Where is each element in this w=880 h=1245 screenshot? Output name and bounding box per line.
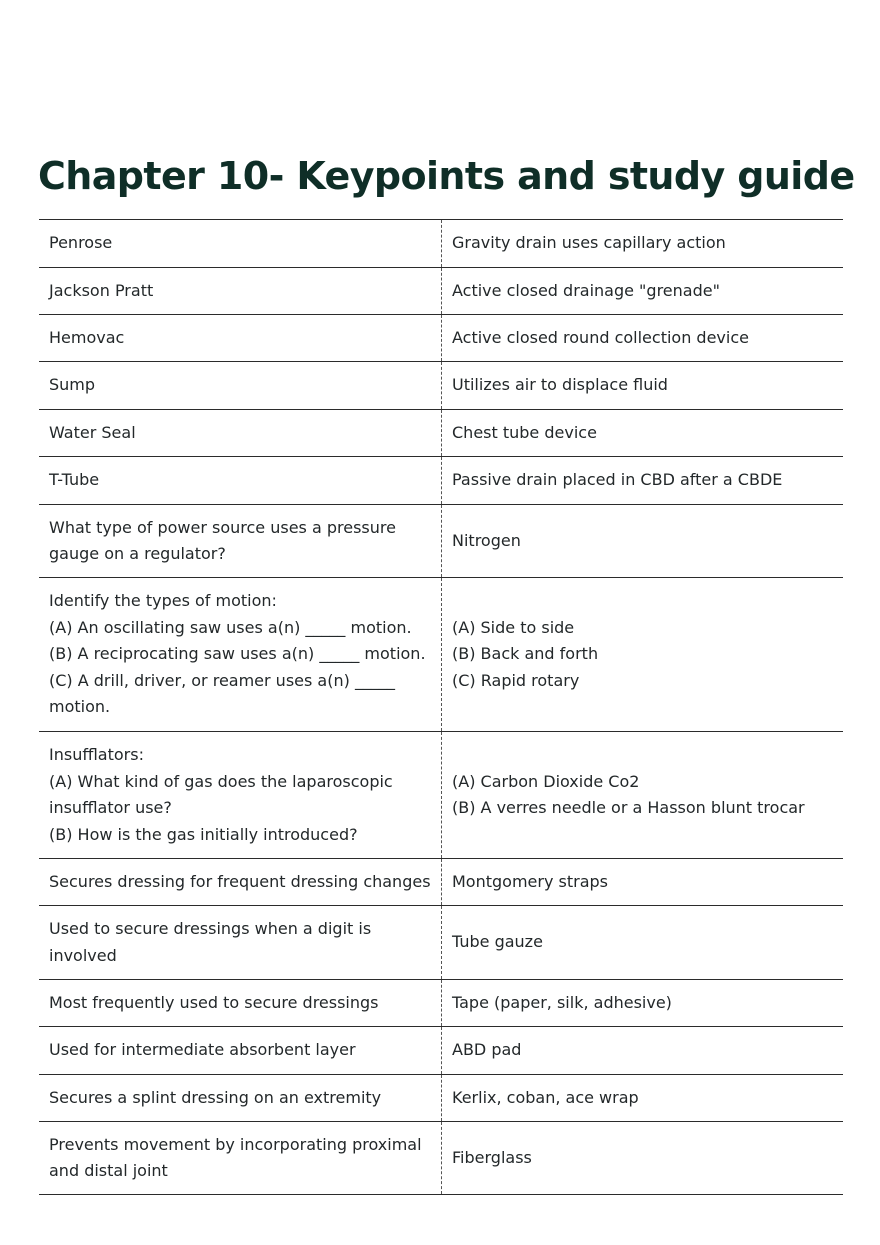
definition-cell (442, 457, 844, 505)
definition-cell (442, 362, 844, 410)
term-text: What type of power source uses a pressure (49, 517, 396, 537)
term-cell (39, 732, 442, 859)
definition-text: (A) Side to side (452, 617, 575, 637)
definition-cell (442, 315, 844, 362)
table-row (39, 1075, 843, 1122)
definition-text: Active closed drainage "grenade" (452, 280, 720, 300)
term-cell (39, 906, 442, 980)
table-row (39, 906, 843, 980)
term-text: Sump (49, 375, 96, 395)
term-text: Penrose (49, 233, 113, 253)
definition-cell (442, 859, 844, 906)
definition-text: Chest tube device (452, 422, 597, 442)
definition-cell (442, 732, 844, 859)
term-text: T-Tube (49, 470, 100, 490)
table-body (39, 220, 843, 1195)
definition-text: (A) Carbon Dioxide Co2 (452, 771, 640, 791)
table-row (39, 410, 843, 457)
term-cell (39, 1122, 442, 1195)
definition-cell (442, 906, 844, 980)
term-text: motion. (49, 697, 111, 717)
term-text: Hemovac (49, 327, 125, 347)
definition-text: Active closed round collection device (452, 327, 749, 347)
term-text: Insufflators: (49, 745, 144, 764)
definition-cell (442, 1122, 844, 1195)
term-cell (39, 268, 442, 315)
term-text: (B) A reciprocating saw uses a(n) _____ motion. (49, 644, 426, 664)
definition-cell (442, 268, 844, 315)
term-cell (39, 578, 442, 732)
term-text: gauge on a regulator? (49, 544, 226, 563)
page-title: Chapter 10- Keypoints and study guide (38, 154, 855, 198)
term-text: (B) How is the gas initially introduced? (49, 824, 358, 844)
table-row (39, 578, 843, 732)
table-row (39, 859, 843, 906)
definition-text: Passive drain placed in CBD after a CBDE (452, 470, 783, 490)
table-row (39, 220, 843, 268)
definition-cell (442, 220, 844, 268)
definition-cell (442, 505, 844, 578)
term-text: and distal joint (49, 1161, 168, 1180)
table-row (39, 268, 843, 315)
definition-text: Tube gauze (452, 932, 543, 952)
keypoints-table (39, 219, 843, 1195)
term-cell (39, 1027, 442, 1075)
table-row (39, 457, 843, 505)
term-text: Jackson Pratt (49, 280, 154, 300)
definition-cell (442, 578, 844, 732)
term-cell (39, 362, 442, 410)
term-text: (A) An oscillating saw uses a(n) _____ motion. (49, 617, 412, 637)
term-text: involved (49, 945, 117, 965)
term-text: (C) A drill, driver, or reamer uses a(n) _____ (49, 670, 395, 690)
definition-cell (442, 1027, 844, 1075)
definition-text: Nitrogen (452, 530, 521, 550)
table-row (39, 1122, 843, 1195)
table-row (39, 1027, 843, 1075)
definition-text: ABD pad (452, 1040, 522, 1060)
table-row (39, 980, 843, 1027)
definition-cell (442, 980, 844, 1027)
term-cell (39, 315, 442, 362)
term-cell (39, 859, 442, 906)
term-text: (A) What kind of gas does the laparoscopic (49, 771, 393, 791)
term-cell (39, 980, 442, 1027)
term-text: Secures dressing for frequent dressing changes (49, 871, 431, 891)
definition-text: (B) Back and forth (452, 644, 599, 664)
definition-text: Gravity drain uses capillary action (452, 233, 726, 253)
term-text: Identify the types of motion: (49, 591, 277, 611)
table-row (39, 505, 843, 578)
term-cell (39, 410, 442, 457)
term-text: Secures a splint dressing on an extremity (49, 1087, 382, 1107)
definition-text: Fiberglass (452, 1147, 532, 1167)
table-row (39, 362, 843, 410)
term-text: Prevents movement by incorporating proximal (49, 1134, 422, 1154)
definition-text: Tape (paper, silk, adhesive) (452, 992, 672, 1012)
term-text: Most frequently used to secure dressings (49, 992, 379, 1012)
definition-text: Montgomery straps (452, 871, 608, 891)
term-cell (39, 1075, 442, 1122)
term-text: Used to secure dressings when a digit is (49, 919, 372, 938)
definition-text: Utilizes air to displace fluid (452, 375, 668, 395)
term-cell (39, 220, 442, 268)
definition-cell (442, 410, 844, 457)
term-cell (39, 505, 442, 578)
term-text: Water Seal (49, 422, 136, 442)
table-row (39, 732, 843, 859)
definition-text: Kerlix, coban, ace wrap (452, 1087, 639, 1107)
term-text: Used for intermediate absorbent layer (49, 1040, 356, 1060)
term-text: insufflator use? (49, 798, 172, 817)
term-cell (39, 457, 442, 505)
table-row (39, 315, 843, 362)
definition-cell (442, 1075, 844, 1122)
definition-text: (B) A verres needle or a Hasson blunt trocar (452, 798, 805, 817)
definition-text: (C) Rapid rotary (452, 670, 580, 690)
